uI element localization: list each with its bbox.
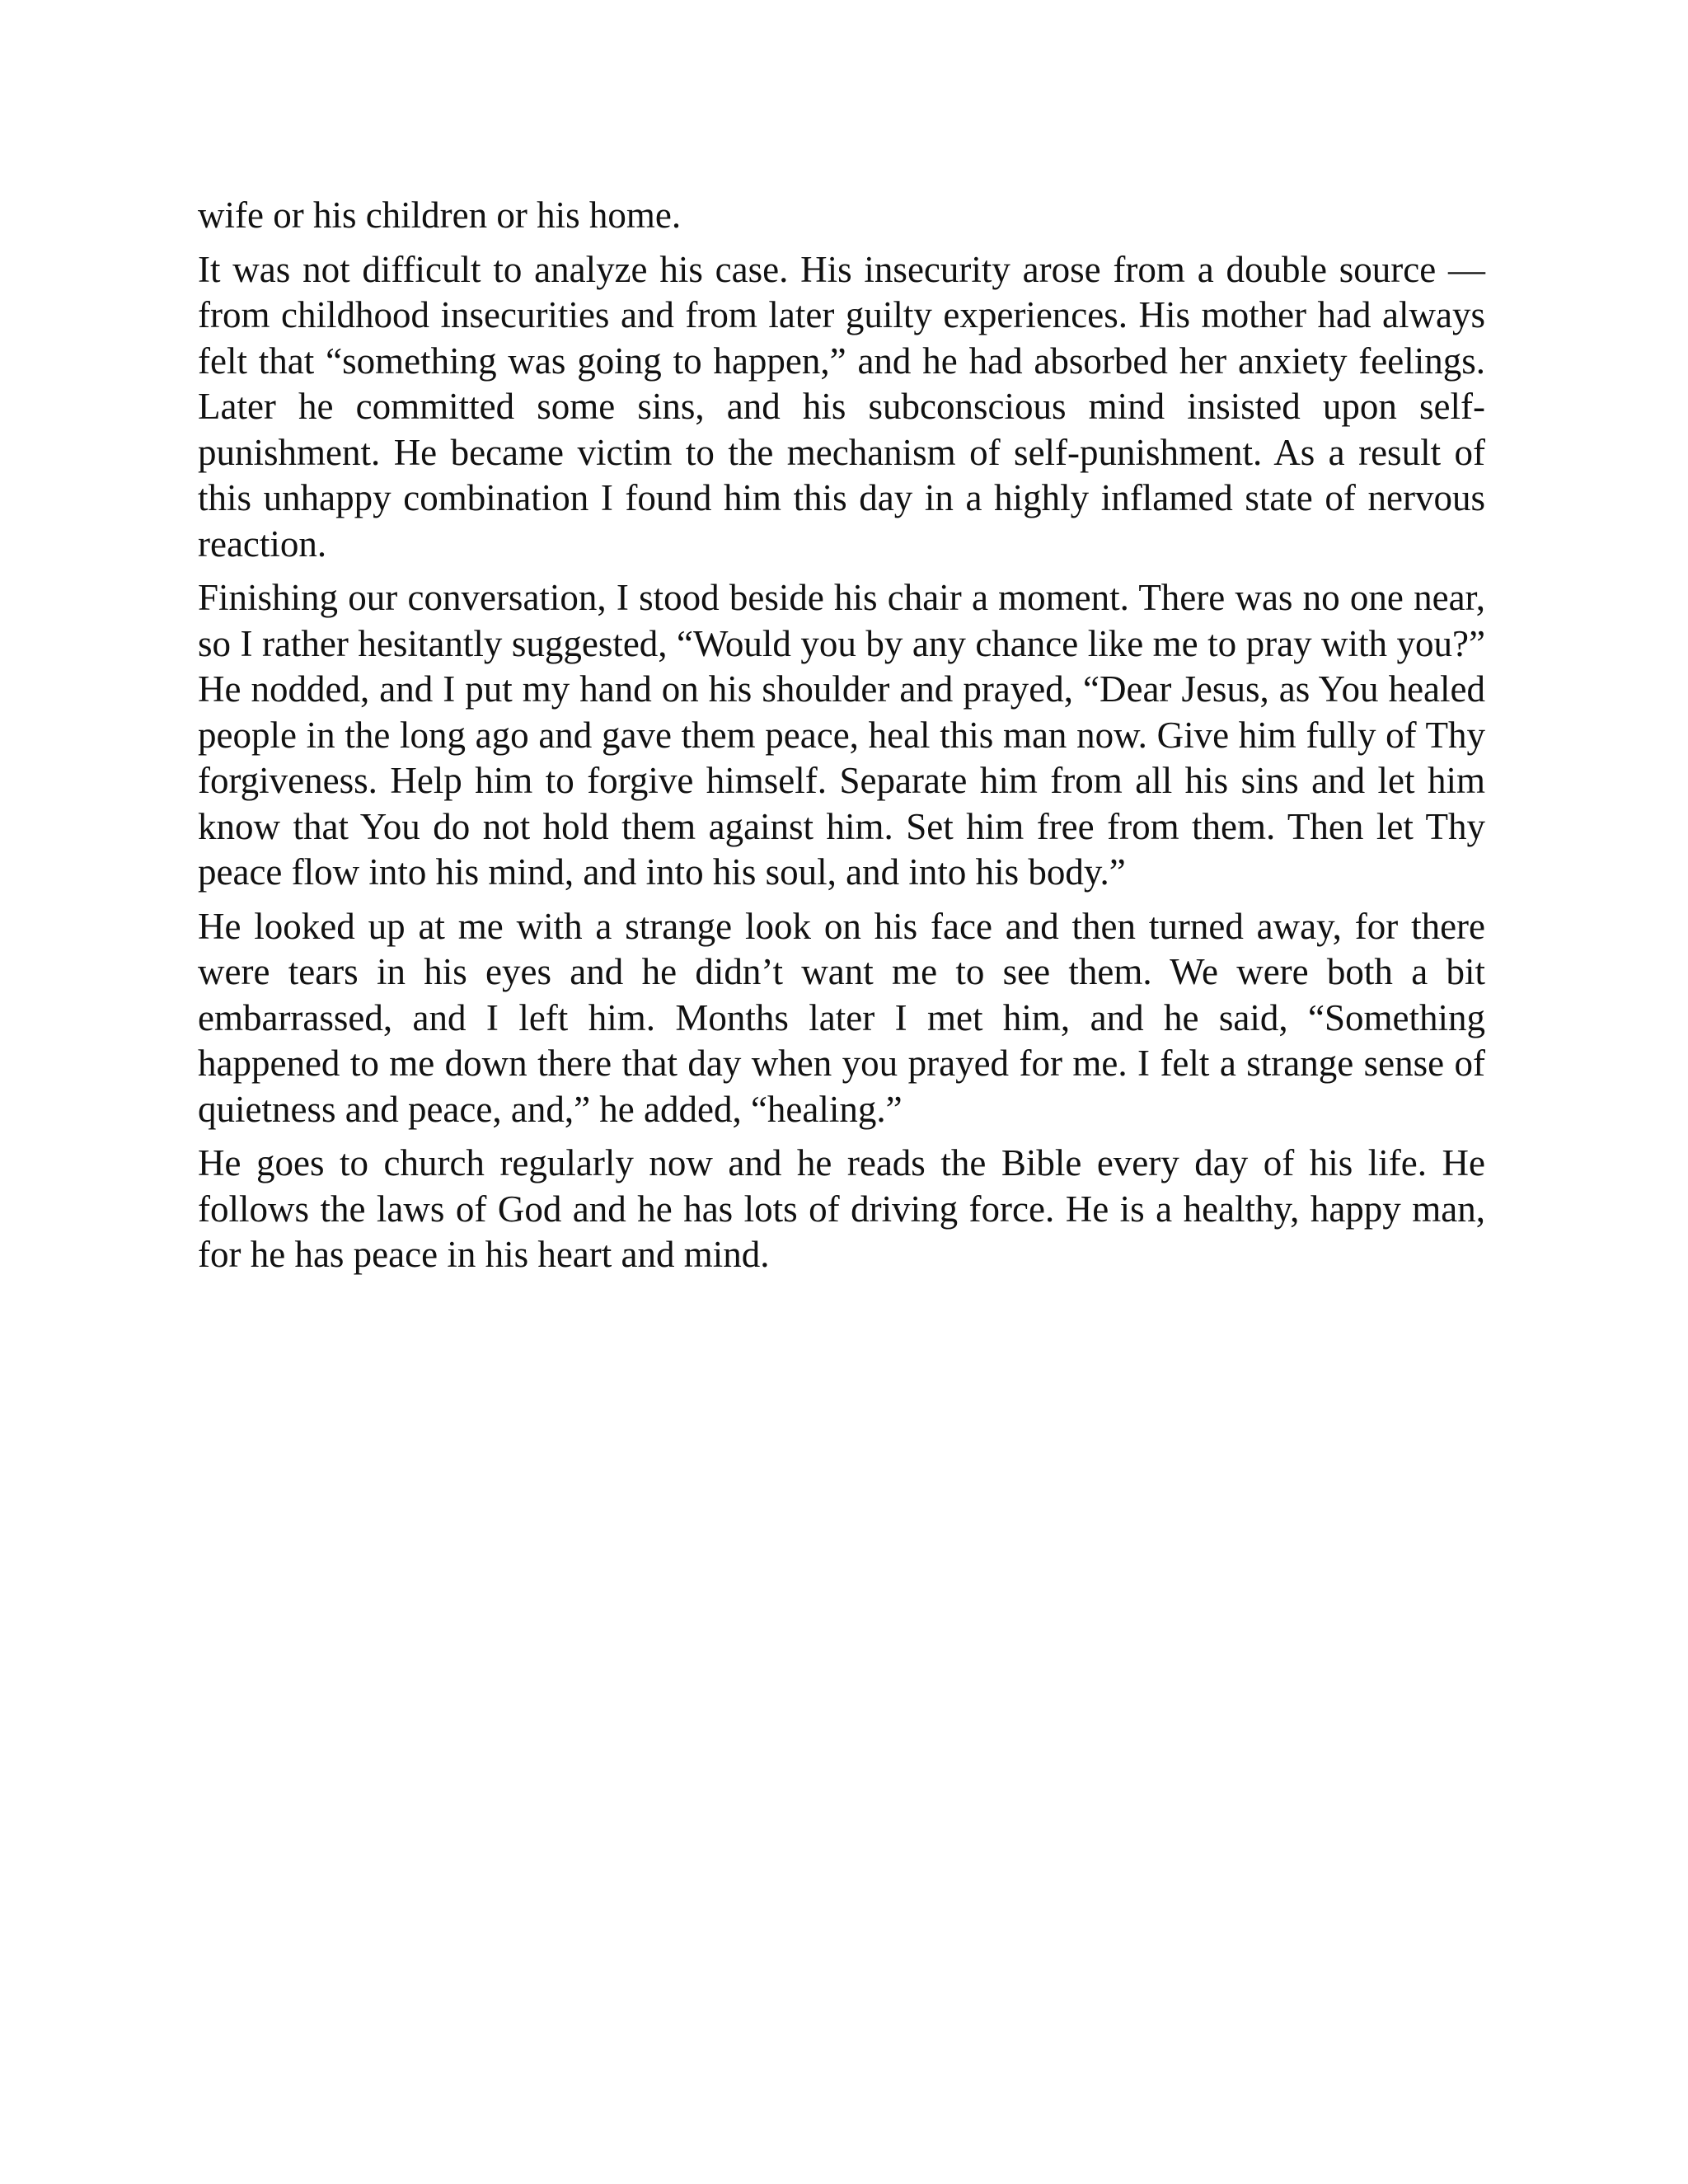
paragraph-3: Finishing our conversation, I stood beside his chair a moment. There was no one near, so I rather hesitantly suggested, “Would you by any chance like me to pray with you?” He nodded, and I put my hand on his shoulder and prayed, “Dear Jesus, as You healed people in the long ago and gave them peace, heal this man now. Give him fully of Thy forgiveness. Help him to forgive himself. Separate him from all his sins and let him know that You do not hold them against him. Set him free from them. Then let Thy peace flow into his mind, and into his soul, and into his body.” <box>198 577 1485 893</box>
paragraph-1: wife or his children or his home. <box>198 194 682 236</box>
body-text <box>198 193 1485 1286</box>
paragraph-5: He goes to church regularly now and he reads the Bible every day of his life. He follows the laws of God and he has lots of driving force. He is a healthy, happy man, for he has peace in his heart and mind. <box>198 1142 1485 1275</box>
paragraph-2: It was not difficult to analyze his case. His insecurity arose from a double source —from childhood insecurities and from later guilty experiences. His mother had always felt that “something was going to happen,” and he had absorbed her anxiety feelings. Later he committed some sins, and his subconscious mind insisted upon self-punishment. He became victim to the mechanism of self-punishment. As a result of this unhappy combination I found him this day in a highly inflamed state of nervous reaction. <box>198 248 1485 565</box>
paragraph-4: He looked up at me with a strange look on his face and then turned away, for there were tears in his eyes and he didn’t want me to see them. We were both a bit embarrassed, and I left him. Months later I met him, and he said, “Something happened to me down there that day when you prayed for me. I felt a strange sense of quietness and peace, and,” he added, “healing.” <box>198 905 1485 1130</box>
